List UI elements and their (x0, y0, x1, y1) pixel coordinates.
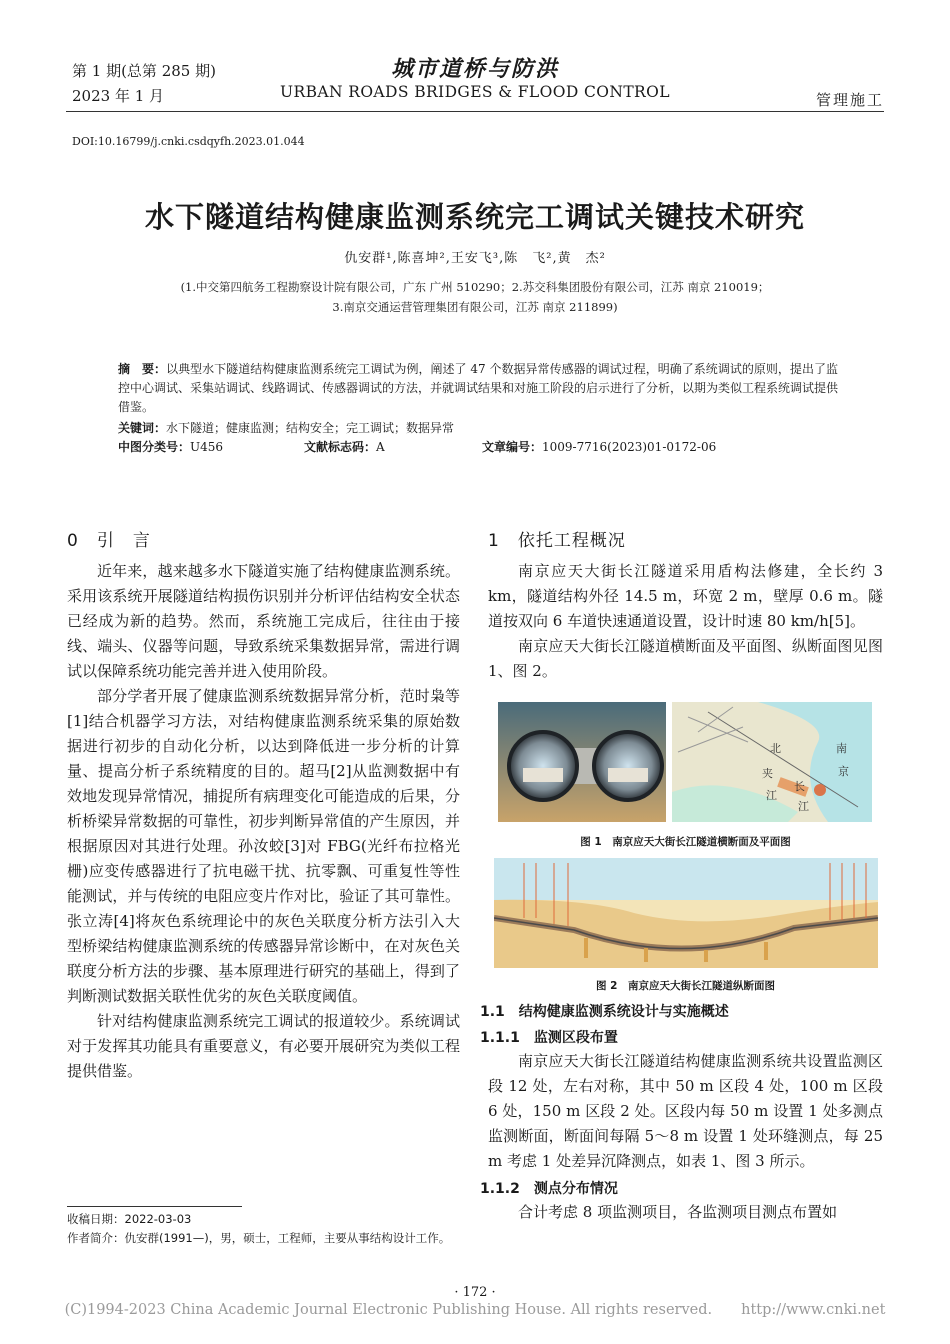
map-label: 南 (836, 742, 847, 755)
section-0-heading: 0 引 言 (67, 531, 151, 551)
bio-text: 仇安群(1991—)，男，硕士，工程师，主要从事结构设计工作。 (124, 1231, 451, 1245)
clc-label: 中图分类号： (118, 440, 191, 454)
figure-1-caption: 图 1 南京应天大街长江隧道横断面及平面图 (580, 836, 791, 848)
footnote-rule (67, 1206, 242, 1207)
date-label: 2023 年 1 月 (72, 87, 165, 105)
abstract-block (118, 360, 838, 457)
right-column-bottom (480, 1001, 883, 1225)
article-no-label: 文章编号： (482, 440, 543, 454)
right-column-top (488, 526, 883, 684)
column-tag: 管理施工 (815, 91, 884, 109)
map-label: 江 (798, 800, 809, 813)
keywords-text: 水下隧道；健康监测；结构安全；完工调试；数据异常 (166, 421, 455, 435)
intro-paragraph-1: 近年来，越来越多水下隧道实施了结构健康监测系统。采用该系统开展隧道结构损伤识别并分析评估结构安全状态已经成为新的趋势。然而，系统施工完成后，往往由于接线、端头、仪器等问题，导致系统采集数据异常，需进行调试以保障系统功能完善并进入使用阶段。 (67, 562, 460, 680)
left-column (67, 526, 460, 1084)
received-date (67, 1210, 460, 1229)
bio-label: 作者简介： (67, 1231, 125, 1245)
intro-paragraph-3: 针对结构健康监测系统完工调试的报道较少。系统调试对于发挥其功能具有重要意义，有必要开展研究为类似工程提供借鉴。 (67, 1012, 460, 1080)
abstract-text: 以典型水下隧道结构健康监测系统完工调试为例，阐述了 47 个数据异常传感器的调试过程，明确了系统调试的原则，提出了监控中心调试、采集站调试、线路调试、传感器调试的方法，并就调试结果和对施工阶段的启示进行了分析，以期为类似工程系统调试提供借鉴。 (118, 362, 839, 414)
abstract-label: 摘 要： (118, 362, 167, 376)
subsection-1-1-1-heading: 1.1.1 监测区段布置 (480, 1030, 618, 1046)
doc-code-label: 文献标志码： (304, 440, 377, 454)
figure-2 (494, 858, 878, 968)
figure-2-image (494, 858, 878, 968)
doi: DOI:10.16799/j.cnki.csdqyfh.2023.01.044 (72, 135, 305, 148)
clc-value: U456 (190, 440, 224, 454)
intro-paragraph-2: 部分学者开展了健康监测系统数据异常分析，范时枭等[1]结合机器学习方法，对结构健康监测系统采集的原始数据进行初步的自动化分析，以达到降低进一步分析的计算量、提高分析子系统精度的目的。超马[2]从监测数据中有效地发现异常情况，捕捉所有病理变化可能造成的后果，分析桥梁异常数据的可靠性，初步判断异常值的产生原因，并根据原因对其进行处理。孙汝蛟[3]对 FBG(光纤布拉格光栅)应变传感器进行了抗电磁干扰、抗零飘、可重复性等性能测试，并与传统的电阻应变片作对比，验证了其可靠性。张立涛[4]将灰色系统理论中的灰色关联度分析方法引入大型桥梁结构健康监测系统的传感器异常诊断中，在对灰色关联度分析方法的步骤、基本原理进行研究的基础上，得到了判断测试数据关联性优劣的灰色关联度阈值。 (67, 687, 460, 1005)
paper-title: 水下隧道结构健康监测系统完工调试关键技术研究 (144, 200, 805, 234)
received-label: 收稿日期： (67, 1212, 125, 1226)
map-label: 长 (794, 780, 805, 793)
doc-code-value: A (376, 440, 385, 454)
authors: 仇安群¹,陈喜坤²,王安飞³,陈 飞²,黄 杰² (344, 251, 606, 266)
figure-1-image (498, 702, 872, 822)
header-rule (66, 111, 884, 112)
monitoring-section-paragraph: 南京应天大街长江隧道结构健康监测系统共设置监测区段 12 处，左右对称，其中 50 m 区段 4 处，100 m 区段 6 处，150 m 区段 2 处。区段内每 50 m 设置 1 处多测点监测断面，断面间每隔 5～8 m 设置 1 处环缝测点，每 25 m 考虑 1 处差异沉降测点，如表 1、图 3 所示。 (488, 1052, 883, 1170)
issue-label: 第 1 期(总第 285 期) (72, 62, 216, 80)
author-bio (67, 1229, 460, 1248)
journal-name-en: URBAN ROADS BRIDGES & FLOOD CONTROL (280, 83, 670, 101)
keywords-label: 关键词： (118, 421, 167, 435)
page-number: · 172 · (454, 1285, 496, 1300)
abstract (118, 360, 838, 417)
figure-2-caption: 图 2 南京应天大街长江隧道纵断面图 (596, 980, 775, 992)
section-1-heading: 1 依托工程概况 (488, 531, 626, 551)
project-paragraph-1: 南京应天大街长江隧道采用盾构法修建，全长约 3 km，隧道结构外径 14.5 m，环宽 2 m，壁厚 0.6 m。隧道按双向 6 车道快速通道设置，设计时速 80 km/h[5]。 (488, 562, 883, 630)
received-value: 2022-03-03 (124, 1212, 192, 1226)
map-label: 京 (838, 765, 849, 778)
subsection-1-1-heading: 1.1 结构健康监测系统设计与实施概述 (480, 1004, 729, 1020)
affiliations (100, 277, 850, 317)
copyright-watermark: (C)1994-2023 China Academic Journal Electronic Publishing House. All rights reserved. http://www.cnki.net (64, 1302, 886, 1318)
affiliation-line: (1.中交第四航务工程勘察设计院有限公司，广东 广州 510290；2.苏交科集团股份有限公司，江苏 南京 210019； (180, 280, 770, 294)
map-label: 江 (766, 789, 777, 802)
journal-name-cn: 城市道桥与防洪 (390, 56, 559, 82)
map-label: 北 (770, 742, 781, 755)
project-paragraph-2: 南京应天大街长江隧道横断面及平面图、纵断面图见图 1、图 2。 (488, 637, 883, 680)
article-no-value: 1009-7716(2023)01-0172-06 (542, 440, 717, 454)
figure-1 (498, 702, 872, 822)
keywords (118, 419, 838, 438)
footnote (67, 1210, 460, 1248)
measurement-points-paragraph: 合计考虑 8 项监测项目，各监测项目测点布置如 (518, 1203, 838, 1221)
map-label: 夹 (762, 767, 773, 780)
subsection-1-1-2-heading: 1.1.2 测点分布情况 (480, 1181, 618, 1197)
affiliation-line: 3.南京交通运营管理集团有限公司，江苏 南京 211899) (332, 300, 618, 314)
classification-row (118, 438, 838, 457)
